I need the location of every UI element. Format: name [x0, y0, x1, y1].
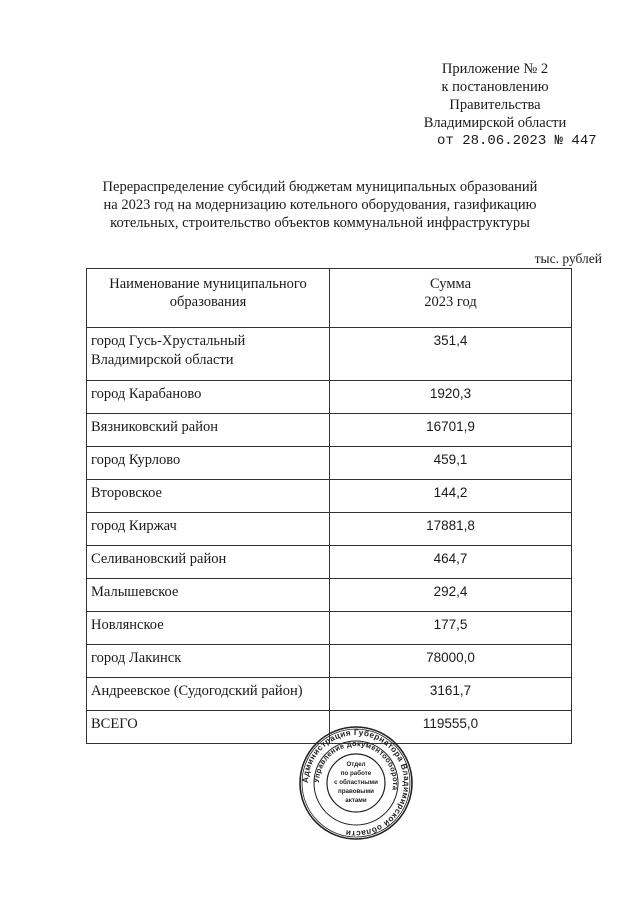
row-sum: 351,4: [330, 328, 572, 381]
row-name: ВСЕГО: [87, 711, 330, 744]
row-sum: 1920,3: [330, 381, 572, 414]
row-sum: 464,7: [330, 546, 572, 579]
header-name-cell: [87, 269, 330, 328]
row-name: город Карабаново: [87, 381, 330, 414]
row-name: город Курлово: [87, 447, 330, 480]
seal-center-line-1: Отдел: [346, 761, 366, 768]
row-sum: 292,4: [330, 579, 572, 612]
row-name: город Лакинск: [87, 645, 330, 678]
resolution-date-number: от 28.06.2023 № 447: [437, 133, 597, 149]
row-name: Селивановский район: [87, 546, 330, 579]
table-row: [87, 645, 572, 678]
table-row: [87, 328, 572, 381]
table-row: [87, 381, 572, 414]
title-line-1: Перераспределение субсидий бюджетам муниципальных образований: [102, 179, 538, 195]
header-sum-line-1: Сумма: [429, 276, 472, 292]
table-row: [87, 513, 572, 546]
appendix-line-4: Владимирской области: [423, 115, 567, 131]
document-title: [80, 178, 560, 232]
appendix-line-2: к постановлению: [441, 79, 549, 95]
table-row: [87, 480, 572, 513]
title-line-3: котельных, строительство объектов коммунальной инфраструктуры: [110, 215, 530, 231]
row-sum: 16701,9: [330, 414, 572, 447]
table-row: [87, 678, 572, 711]
appendix-line-3: Правительства: [449, 97, 541, 113]
table-row: [87, 447, 572, 480]
seal-icon: [298, 725, 414, 841]
row-name: Вязниковский район: [87, 414, 330, 447]
seal-inner-text: Управление документооборота: [311, 738, 401, 792]
table-header-row: [87, 269, 572, 328]
header-sum-cell: [330, 269, 572, 328]
table-row: [87, 612, 572, 645]
header-name-line-1: Наименование муниципального: [109, 276, 307, 292]
row-sum: 459,1: [330, 447, 572, 480]
row-name: Второвское: [87, 480, 330, 513]
header-name-line-2: образования: [169, 294, 247, 310]
row-sum: 78000,0: [330, 645, 572, 678]
appendix-line-1: Приложение № 2: [441, 61, 549, 77]
row-name: Андреевское (Судогодский район): [87, 678, 330, 711]
seal-center-line-5: актами: [345, 797, 367, 804]
appendix-block: [405, 60, 597, 150]
row-sum: 17881,8: [330, 513, 572, 546]
seal-outer-text: Администрация Губернатора Владимирской области: [300, 727, 412, 839]
row-sum: 144,2: [330, 480, 572, 513]
row-sum: 3161,7: [330, 678, 572, 711]
row-sum: 119555,0: [330, 711, 572, 744]
row-sum: 177,5: [330, 612, 572, 645]
seal-center-line-4: правовыми: [338, 788, 374, 795]
seal-center-line-2: по работе: [340, 770, 372, 777]
official-seal-stamp: [298, 725, 414, 841]
title-line-2: на 2023 год на модернизацию котельного оборудования, газификацию: [103, 197, 537, 213]
table-row: [87, 579, 572, 612]
row-name: Новлянское: [87, 612, 330, 645]
table-row: [87, 546, 572, 579]
units-label: тыс. рублей: [534, 251, 602, 266]
row-name: Малышевское: [87, 579, 330, 612]
seal-center-line-3: с областными: [334, 779, 378, 786]
subsidy-table: [86, 268, 572, 744]
header-sum-line-2: 2023 год: [424, 294, 477, 310]
table-row: [87, 414, 572, 447]
row-name: город Гусь-Хрустальный Владимирской области: [87, 328, 330, 381]
row-name: город Киржач: [87, 513, 330, 546]
